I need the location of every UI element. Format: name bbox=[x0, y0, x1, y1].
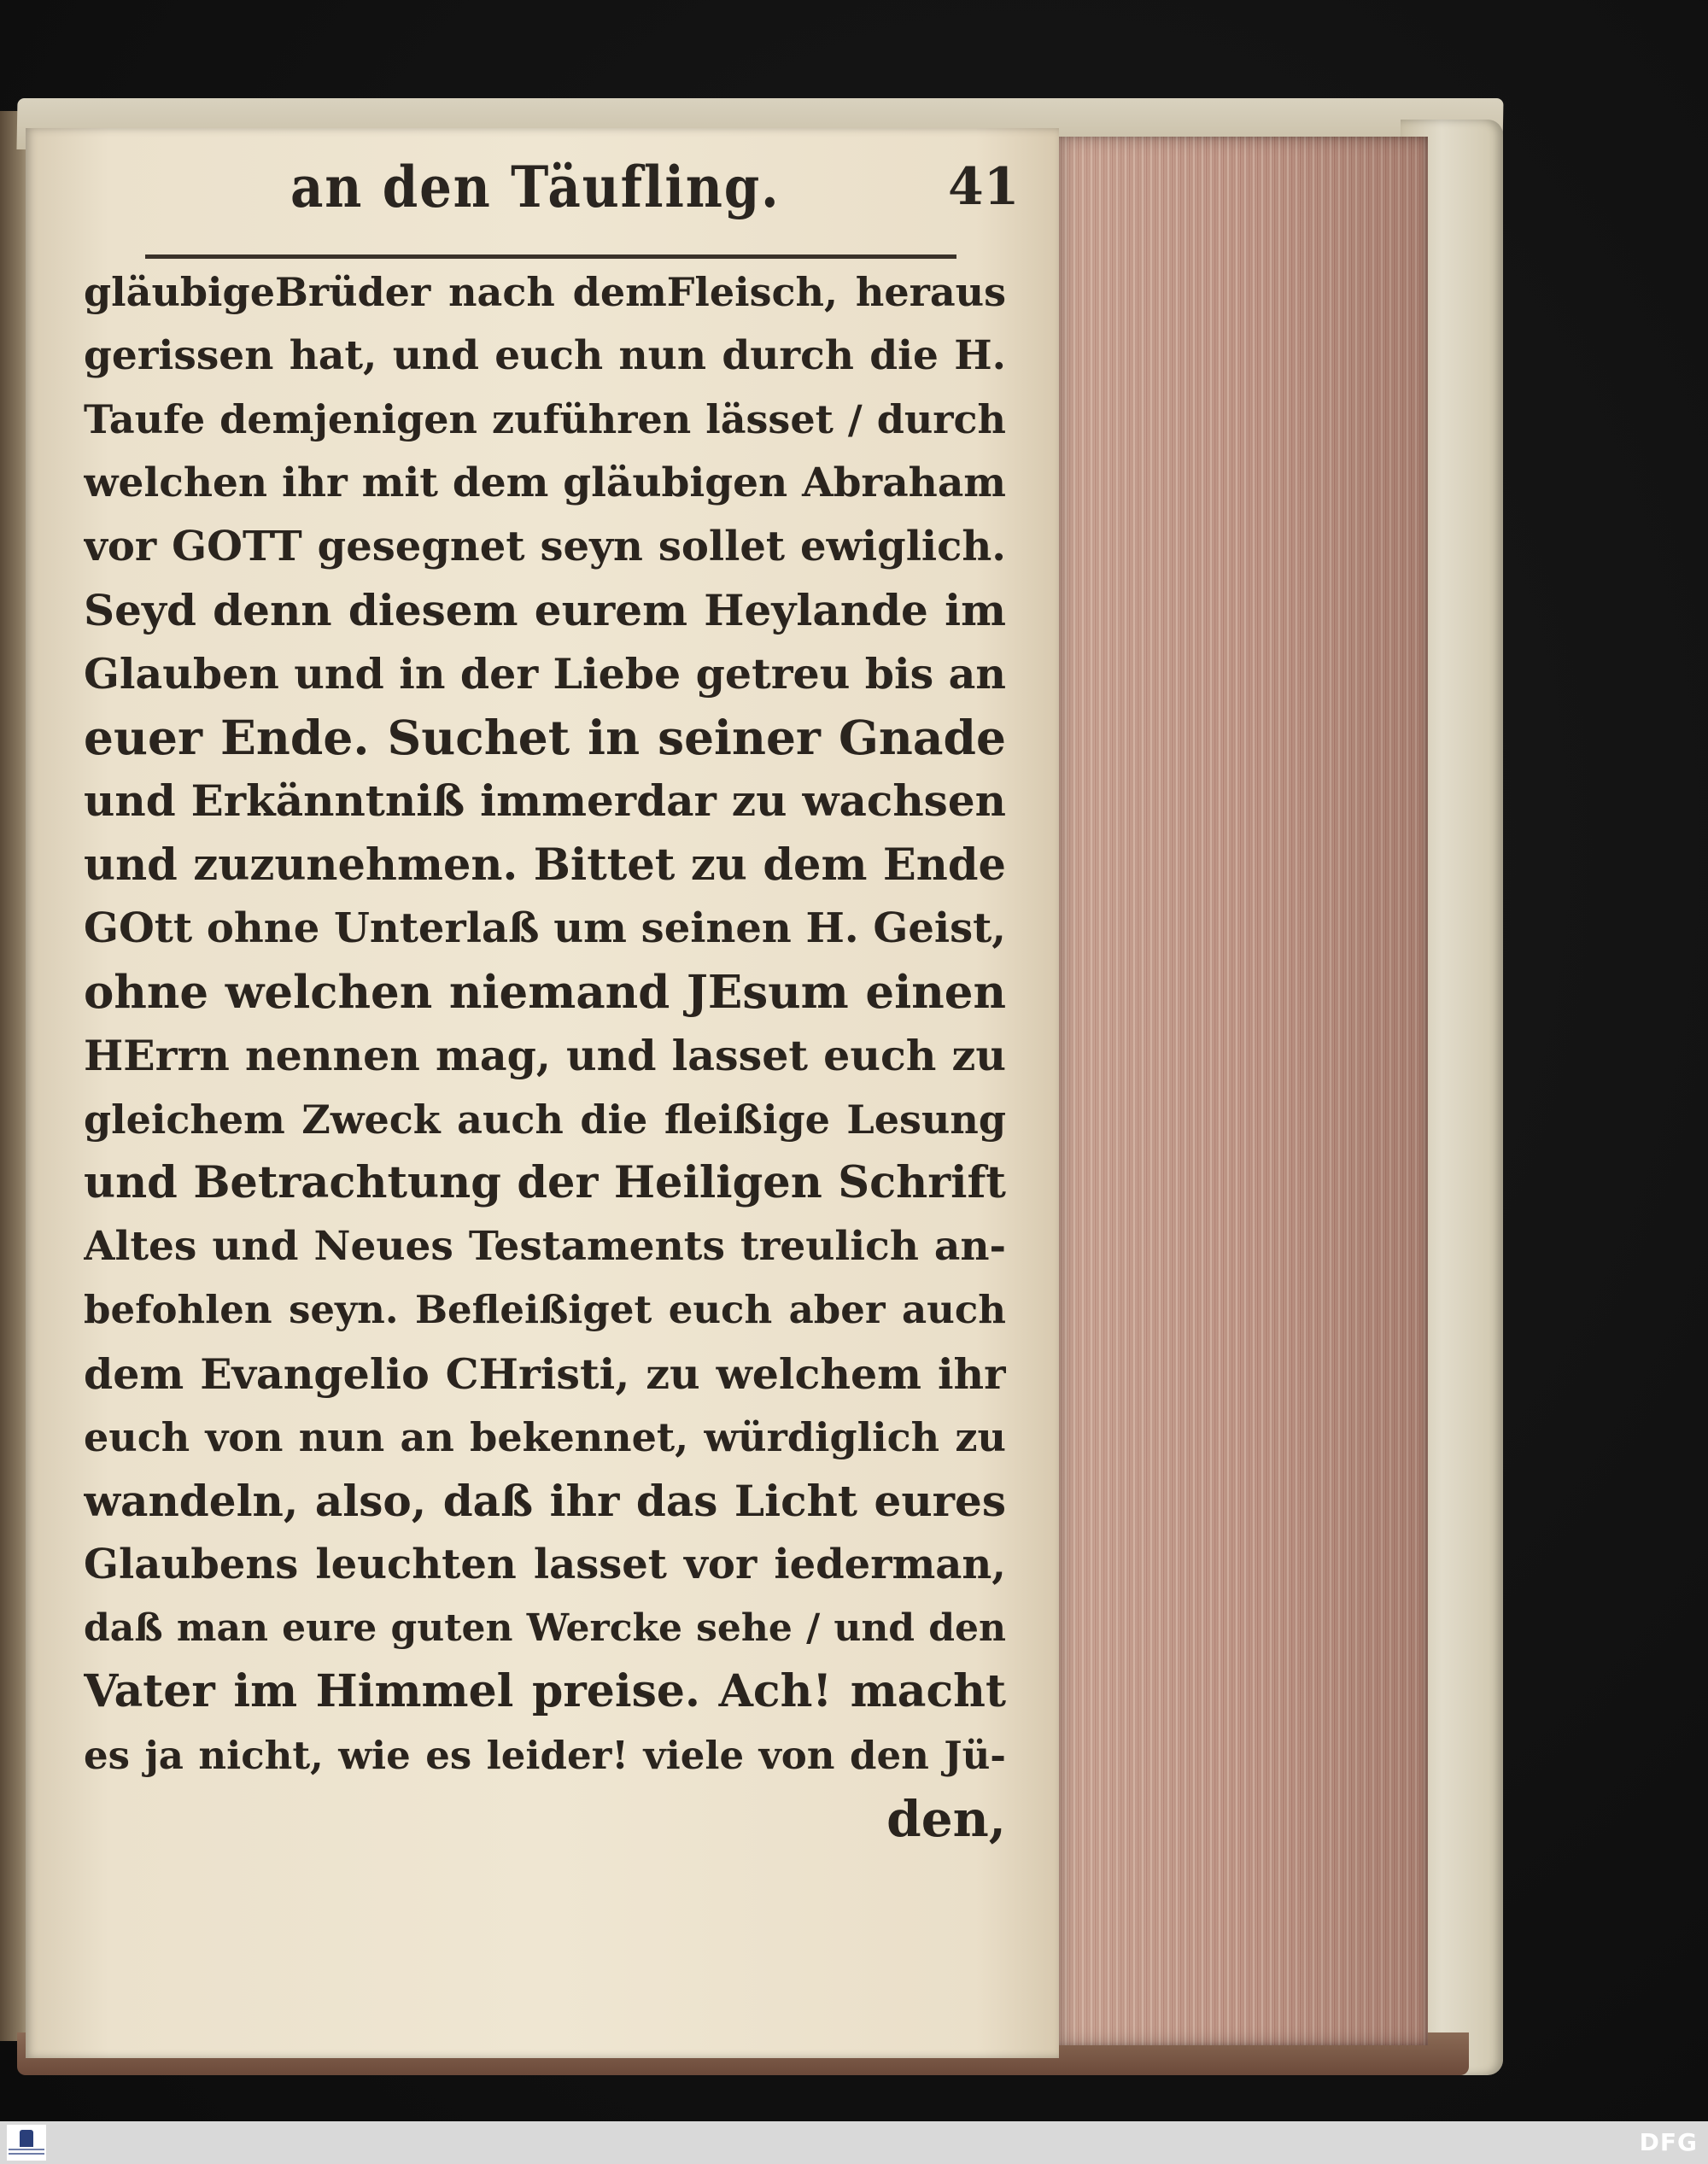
text-line: wandeln, also, daß ihr das Licht eures bbox=[84, 1475, 1006, 1526]
text-line: befohlen seyn. Befleißiget euch aber auch bbox=[84, 1287, 1006, 1332]
text-line: HErrn nennen mag, und lasset euch zu bbox=[84, 1031, 1006, 1080]
viewer-footer-bar bbox=[0, 2121, 1708, 2164]
catchword: den, bbox=[886, 1790, 1006, 1848]
text-line: gleichem Zweck auch die fleißige Lesung bbox=[84, 1096, 1006, 1143]
running-head: an den Täufling. bbox=[290, 154, 781, 220]
text-line: euch von nun an bekennet, würdiglich zu bbox=[84, 1414, 1006, 1460]
book-page bbox=[26, 128, 1059, 2058]
body-text bbox=[84, 260, 1006, 1851]
library-logo-icon[interactable] bbox=[7, 2125, 46, 2161]
logo-mark bbox=[20, 2130, 33, 2147]
text-line: euer Ende. Suchet in seiner Gnade bbox=[84, 709, 1006, 765]
text-line: Taufe demjenigen zuführen lässet / durch bbox=[84, 396, 1006, 442]
text-line: ohne welchen niemand JEsum einen bbox=[84, 965, 1006, 1019]
page-header bbox=[128, 154, 1020, 239]
text-line: daß man eure guten Wercke sehe / und den bbox=[84, 1605, 1006, 1650]
text-line: Vater im Himmel preise. Ach! macht bbox=[84, 1665, 1006, 1717]
logo-caption-line bbox=[9, 2153, 44, 2155]
page-number: 41 bbox=[948, 157, 1020, 217]
text-line: und Betrachtung der Heiligen Schrift bbox=[84, 1157, 1006, 1208]
text-line: dem Evangelio CHristi, zu welchem ihr bbox=[84, 1348, 1006, 1399]
text-line: gläubigeBrüder nach demFleisch, heraus bbox=[84, 269, 1006, 315]
text-line: Seyd denn diesem eurem Heylande im bbox=[84, 584, 1006, 635]
text-line: Altes und Neues Testaments treulich an- bbox=[84, 1222, 1006, 1270]
text-line: vor GOTT gesegnet seyn sollet ewiglich. bbox=[84, 523, 1006, 570]
text-line: Glaubens leuchten lasset vor iederman, bbox=[84, 1541, 1006, 1588]
text-line: und zuzunehmen. Bittet zu dem Ende bbox=[84, 839, 1006, 891]
logo-caption-line bbox=[9, 2149, 44, 2150]
text-line: gerissen hat, und euch nun durch die H. bbox=[84, 331, 1006, 379]
text-line: Glauben und in der Liebe getreu bis an bbox=[84, 649, 1006, 699]
text-line: welchen ihr mit dem gläubigen Abraham bbox=[84, 459, 1006, 506]
text-line: GOtt ohne Unterlaß um seinen H. Geist, bbox=[84, 904, 1006, 952]
page-fore-edges bbox=[1052, 137, 1428, 2045]
dfg-label[interactable]: DFG bbox=[1639, 2128, 1698, 2156]
header-rule bbox=[145, 254, 956, 259]
text-line: es ja nicht, wie es leider! viele von den Jü- bbox=[84, 1732, 1006, 1778]
text-line: und Erkänntniß immerdar zu wachsen bbox=[84, 775, 1006, 826]
